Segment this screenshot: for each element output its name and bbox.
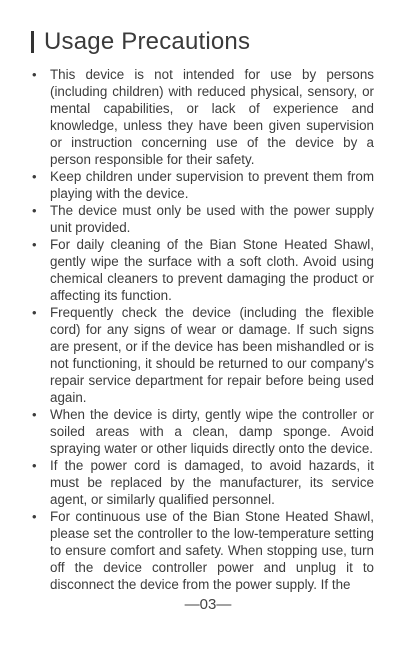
list-item: • If the power cord is damaged, to avoid hazards, it must be replaced by the manufacturer, its service agent, or similarly qualified personnel. bbox=[32, 458, 374, 507]
page-title: Usage Precautions bbox=[44, 28, 251, 55]
bullet-icon: • bbox=[32, 509, 37, 524]
bullet-icon: • bbox=[32, 169, 37, 184]
section-header bbox=[31, 28, 250, 56]
list-item: • For continuous use of the Bian Stone Heated Shawl, please set the controller to the low-temperature setting to ensure comfort and safety. When stopping use, turn off the device controller power and unplug it to disconnect the device from the power supply. If the bbox=[32, 509, 374, 592]
bullet-icon: • bbox=[32, 305, 37, 320]
bullet-icon: • bbox=[32, 407, 37, 422]
bullet-icon: • bbox=[32, 67, 37, 82]
list-item: • This device is not intended for use by persons (including children) with reduced physical, sensory, or mental capabilities, or lack of experience and knowledge, unless they have been given supervision or instruction concerning use of the device by a person responsible for their safety. bbox=[32, 67, 374, 167]
title-accent-bar bbox=[31, 31, 34, 53]
list-item: • Keep children under supervision to prevent them from playing with the device. bbox=[32, 169, 374, 201]
bullet-icon: • bbox=[32, 237, 37, 252]
list-item: • Frequently check the device (including the flexible cord) for any signs of wear or damage. If such signs are present, or if the device has been mishandled or is not functioning, it should be returned to our company's repair service department for repair before being used again. bbox=[32, 305, 374, 405]
bullet-icon: • bbox=[32, 458, 37, 473]
list-item: • The device must only be used with the power supply unit provided. bbox=[32, 203, 374, 235]
bullet-icon: • bbox=[32, 203, 37, 218]
page-number: —03— bbox=[184, 596, 232, 613]
list-item: • For daily cleaning of the Bian Stone Heated Shawl, gently wipe the surface with a soft cloth. Avoid using chemical cleaners to prevent damaging the product or affecting its function. bbox=[32, 237, 374, 303]
list-item: • When the device is dirty, gently wipe the controller or soiled areas with a clean, damp sponge. Avoid spraying water or other liquids directly onto the device. bbox=[32, 407, 374, 456]
precautions-list bbox=[30, 66, 374, 593]
